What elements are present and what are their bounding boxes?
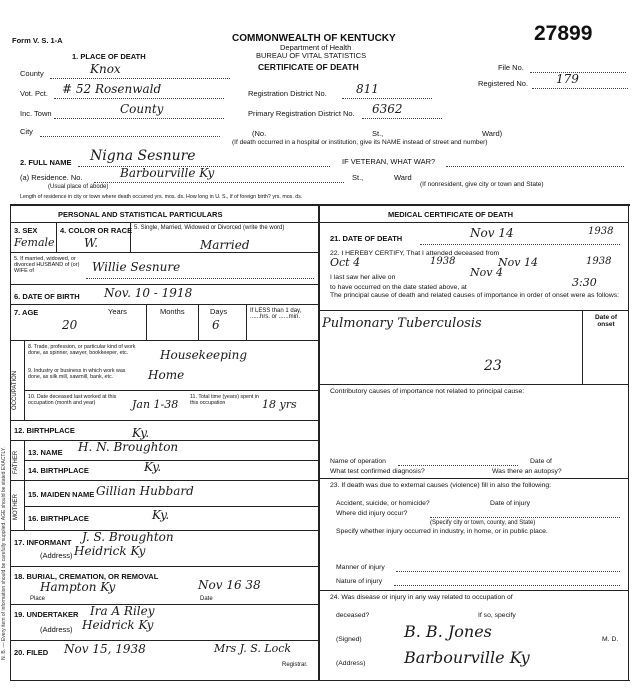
- confirm-label: What test confirmed diagnosis?: [330, 468, 425, 475]
- manner-label: Manner of injury: [336, 564, 385, 571]
- cause-value: Pulmonary Tuberculosis: [322, 316, 482, 331]
- veteran-label: IF VETERAN, WHAT WAR?: [342, 157, 436, 166]
- color-label: 4. COLOR OR RACE: [60, 226, 133, 235]
- total-time-value: 18 yrs: [262, 398, 297, 411]
- industry-value: Home: [148, 368, 185, 382]
- operation-line: [398, 465, 518, 466]
- town-label: Inc. Town: [20, 109, 52, 118]
- age-divider-2: [198, 304, 199, 340]
- undertaker-label: 19. UNDERTAKER: [14, 610, 79, 619]
- informant-value: J. S. Broughton: [82, 530, 174, 544]
- city-line: [40, 136, 220, 137]
- age-years-label: Years: [108, 307, 127, 316]
- nature-label: Nature of injury: [336, 578, 383, 585]
- dob-label: 6. DATE OF BIRTH: [14, 292, 80, 301]
- filed-label: 20. FILED: [14, 648, 49, 657]
- duration-value: 23: [484, 358, 502, 374]
- accident-label: Accident, suicide, or homicide?: [336, 500, 430, 507]
- town-value: County: [120, 102, 164, 116]
- onset-label: Date of onset: [594, 314, 618, 328]
- row-rule-age: [10, 340, 318, 341]
- external-label: 23. If death was due to external causes (violence) fill in also the following:: [330, 482, 552, 489]
- residence-value: Barbourville Ky: [120, 166, 215, 180]
- specify-label: Specify whether injury occurred in industry, in home, or in public place.: [336, 528, 548, 535]
- row-rule-mother: [24, 506, 318, 507]
- county-value: Knox: [90, 62, 121, 76]
- age-divider-3: [246, 304, 247, 340]
- primary-district-label: Primary Registration District No.: [248, 109, 355, 118]
- onset-divider: [582, 310, 583, 384]
- certificate-title: CERTIFICATE OF DEATH: [258, 62, 359, 72]
- age-days-label: Days: [210, 307, 228, 316]
- father-birthplace-label: 14. BIRTHPLACE: [28, 466, 89, 475]
- row-rule-burial: [10, 604, 318, 605]
- last-saw-value: Nov 4: [470, 266, 503, 279]
- occurred-text: to have occurred on the date stated above, at: [330, 284, 467, 291]
- attended-year-2: 1938: [586, 256, 612, 267]
- dod-value: Nov 14: [470, 226, 514, 240]
- reg-district-value: 811: [356, 82, 379, 96]
- veteran-line: [446, 166, 624, 167]
- age-days-value: 6: [212, 318, 220, 332]
- total-time-label: 11. Total time (years) spent in this occupation: [190, 394, 259, 406]
- residence-ward-label: Ward: [394, 173, 412, 182]
- registered-no-label: Registered No.: [478, 79, 529, 88]
- dob-value: Nov. 10 - 1918: [104, 286, 193, 300]
- department: Department of Health: [280, 43, 352, 52]
- row-rule-occupation: [10, 420, 318, 421]
- main-bottom-rule: [10, 680, 630, 681]
- ward-label: Ward): [482, 129, 503, 138]
- county-label: County: [20, 69, 44, 78]
- spouse-label: 5. If married, widowed, or divorced HUSBAND of (or) WIFE of: [14, 256, 80, 274]
- age-label: 7. AGE: [14, 308, 39, 317]
- nonresident-note: (If nonresident, give city or town and State): [420, 181, 544, 188]
- father-birthplace-value: Ky.: [144, 460, 162, 474]
- physician-address-label: (Address): [336, 660, 366, 667]
- section-title-rule: [10, 222, 628, 223]
- trade-value: Housekeeping: [160, 348, 248, 362]
- city-label: City: [20, 127, 33, 136]
- residence-st-label: St.,: [352, 173, 364, 182]
- where-label: Where did injury occur?: [336, 510, 408, 517]
- death-hour: 3:30: [572, 276, 597, 289]
- dod-year: 1938: [588, 226, 614, 237]
- reg-district-label: Registration District No.: [248, 89, 327, 98]
- dod-line: [420, 244, 620, 245]
- left-border: [10, 204, 11, 680]
- reg-district-line: [342, 98, 432, 99]
- injury-date-label: Date of injury: [490, 500, 531, 507]
- physician-signature: B. B. Jones: [404, 622, 492, 641]
- last-worked-value: Jan 1-38: [132, 398, 179, 411]
- town-line: [54, 118, 224, 119]
- state-name: COMMONWEALTH OF KENTUCKY: [232, 33, 396, 44]
- medical-section-title: MEDICAL CERTIFICATE OF DEATH: [388, 210, 513, 219]
- undertaker-value: Ira A Riley: [90, 604, 155, 618]
- occupation-side-label: OCCUPATION: [12, 370, 18, 410]
- registrar-label: Registrar.: [282, 662, 308, 668]
- row-rule-industry: [24, 390, 318, 391]
- sex-value: Female: [14, 236, 55, 249]
- usual-abode-label: (Usual place of abode): [48, 184, 109, 190]
- father-side-label: FATHER: [13, 450, 19, 474]
- age-divider-1: [146, 304, 147, 340]
- industry-label: 9. Industry or business in which work was done, as silk mill, sawmill, bank, etc.: [28, 368, 126, 380]
- county-line: [50, 78, 230, 79]
- burial-label: 18. BURIAL, CREMATION, OR REMOVAL: [14, 572, 159, 581]
- attended-to: Nov 14: [498, 256, 538, 269]
- attended-from: Oct 4: [330, 256, 361, 269]
- trade-label: 8. Trade, profession, or particular kind of work done, as spinner, sawyer, bookkeeper, etc.: [28, 344, 136, 356]
- informant-address-label: (Address): [40, 551, 73, 560]
- age-months-label: Months: [160, 307, 185, 316]
- birthplace-label: 12. BIRTHPLACE: [14, 426, 75, 435]
- right-border: [628, 204, 629, 680]
- certificate-stamp-number: 27899: [534, 22, 593, 45]
- mother-side-divider: [24, 480, 25, 530]
- hospital-note: (If death occurred in a hospital or institution, give its NAME instead of street and number): [232, 139, 488, 146]
- center-divider: [318, 204, 320, 680]
- mother-name-label: 15. MAIDEN NAME: [28, 490, 95, 499]
- burial-date-value: Nov 16 38: [198, 578, 261, 592]
- occupation-side-divider: [24, 340, 25, 420]
- row-rule-father: [24, 460, 318, 461]
- mother-side-label: MOTHER: [13, 494, 19, 520]
- mother-birthplace-label: 16. BIRTHPLACE: [28, 514, 89, 523]
- main-top-rule: [10, 204, 630, 206]
- attended-year-1: 1938: [430, 256, 456, 267]
- registered-no-value: 179: [556, 72, 579, 86]
- cause-bottom-rule: [318, 384, 628, 385]
- manner-line: [396, 571, 620, 572]
- operation-label: Name of operation: [330, 458, 386, 465]
- undertaker-address-value: Heidrick Ky: [82, 618, 154, 632]
- vot-label: Vot. Pct.: [20, 89, 48, 98]
- filed-value: Nov 15, 1938: [64, 642, 146, 656]
- full-name-value: Nigna Sesnure: [90, 148, 196, 164]
- row-rule-father-bp: [10, 480, 318, 481]
- residence-label: (a) Residence. No.: [20, 173, 83, 182]
- sex-divider: [56, 222, 57, 252]
- if-so-label: If so, specify: [478, 612, 516, 619]
- registered-no-line: [532, 88, 628, 89]
- full-name-label: 2. FULL NAME: [20, 158, 72, 167]
- less-than-label: If LESS than 1 day, ......hrs. or ......min.: [250, 308, 302, 320]
- file-no-label: File No.: [498, 63, 524, 72]
- spouse-line: [86, 278, 314, 279]
- op-date-label: Date of: [530, 458, 552, 465]
- undertaker-address-label: (Address): [40, 625, 73, 634]
- personal-section-title: PERSONAL AND STATISTICAL PARTICULARS: [58, 210, 223, 219]
- marital-label: 5. Single, Married, Widowed or Divorced (write the word): [134, 225, 285, 231]
- row-rule-undertaker: [10, 640, 318, 641]
- certify-label: 22. I HEREBY CERTIFY, That I attended deceased from: [330, 250, 500, 257]
- row-rule-operation: [318, 478, 628, 479]
- residence-line: [94, 182, 344, 183]
- row-rule-informant: [10, 566, 318, 567]
- nature-line: [394, 585, 620, 586]
- contributory-label: Contributory causes of importance not related to principal cause:: [330, 388, 525, 395]
- bureau: BUREAU OF VITAL STATISTICS: [256, 51, 367, 60]
- occupation-question: 24. Was disease or injury in any way related to occupation of: [330, 594, 513, 601]
- vot-value: # 52 Rosenwald: [62, 82, 162, 96]
- last-saw-label: I last saw her alive on: [330, 274, 396, 281]
- row-rule-5: [10, 252, 318, 253]
- marital-value: Married: [200, 238, 250, 252]
- signed-label: (Signed): [336, 636, 362, 643]
- md-label: M. D.: [602, 636, 619, 643]
- registrar-signature: Mrs J. S. Lock: [214, 642, 292, 655]
- father-name-value: H. N. Broughton: [78, 440, 179, 454]
- burial-date-label: Date: [200, 596, 213, 602]
- row-rule-injury: [318, 590, 628, 591]
- primary-district-value: 6362: [372, 102, 403, 116]
- margin-note: N. B. — Every item of information should be carefully supplied. AGE should be stated EXACTLY.: [1, 447, 7, 660]
- length-residence-note: Length of residence in city or town where death occurred yrs. mos. ds. How long in U. S., if of foreign birth? yrs. mos. ds.: [20, 194, 303, 200]
- row-rule-dob: [10, 304, 318, 305]
- where-note: (Specify city or town, county, and State): [430, 520, 536, 526]
- father-name-label: 13. NAME: [28, 448, 63, 457]
- birthplace-value: Ky.: [132, 426, 150, 440]
- place-of-death-label: 1. PLACE OF DEATH: [72, 52, 146, 61]
- informant-label: 17. INFORMANT: [14, 538, 72, 547]
- sex-label: 3. SEX: [14, 226, 38, 235]
- color-value: W.: [84, 236, 99, 250]
- street-no-label: (No.: [252, 129, 267, 138]
- form-number: Form V. S. 1-A: [12, 36, 63, 45]
- autopsy-label: Was there an autopsy?: [492, 468, 562, 475]
- deceased-label: deceased?: [336, 612, 370, 619]
- burial-place-label: Place: [30, 596, 46, 602]
- physician-address-value: Barbourville Ky: [404, 648, 530, 667]
- informant-address-value: Heidrick Ky: [74, 544, 146, 558]
- last-worked-label: 10. Date deceased last worked at this occupation (month and year): [28, 394, 117, 406]
- cause-instructions: The principal cause of death and related causes of importance in order of onset were as follows:: [330, 292, 620, 299]
- spouse-value: Willie Sesnure: [92, 260, 181, 274]
- mother-name-value: Gillian Hubbard: [96, 484, 194, 498]
- primary-district-line: [362, 118, 442, 119]
- row-rule-spouse: [10, 284, 318, 285]
- burial-place-value: Hampton Ky: [40, 580, 116, 594]
- vot-line: [54, 98, 224, 99]
- mother-birthplace-value: Ky.: [152, 508, 170, 522]
- age-years-value: 20: [62, 318, 78, 332]
- street-label: St.,: [372, 129, 384, 138]
- dod-label: 21. DATE OF DEATH: [330, 234, 403, 243]
- where-line: [430, 517, 620, 518]
